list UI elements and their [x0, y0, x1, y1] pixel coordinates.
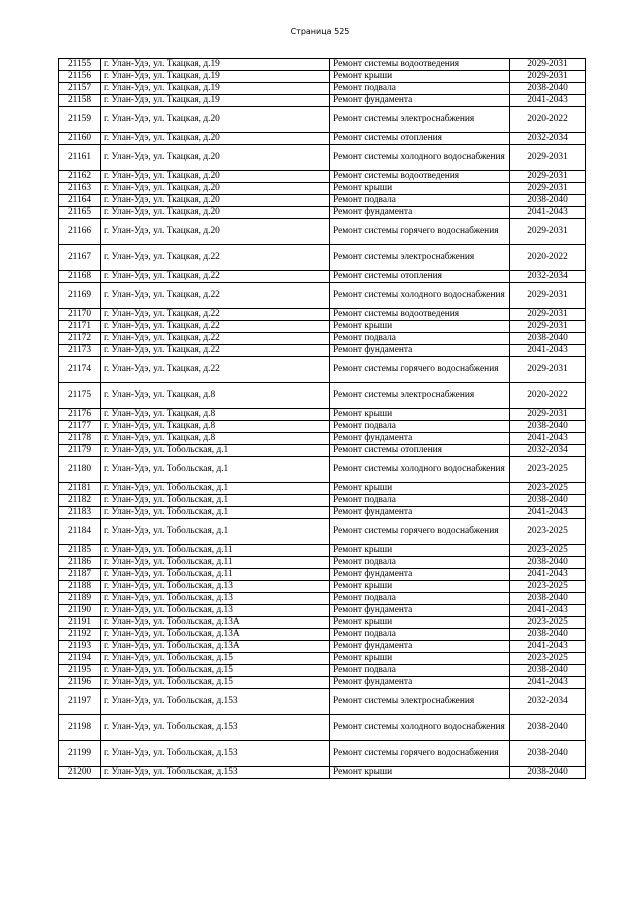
row-address-cell: г. Улан-Удэ, ул. Ткацкая, д.22 — [101, 245, 330, 271]
row-work-cell: Ремонт крыши — [330, 545, 510, 557]
row-id-cell: 21162 — [59, 171, 101, 183]
table-row — [59, 271, 586, 283]
row-work-cell: Ремонт крыши — [330, 581, 510, 593]
row-address-cell: г. Улан-Удэ, ул. Ткацкая, д.20 — [101, 183, 330, 195]
row-work-cell: Ремонт системы горячего водоснабжения — [330, 357, 510, 383]
row-work-cell: Ремонт подвала — [330, 557, 510, 569]
row-period-cell: 2041-2043 — [510, 569, 586, 581]
row-period-cell: 2029-2031 — [510, 59, 586, 71]
row-work-cell: Ремонт системы водоотведения — [330, 309, 510, 321]
row-work-cell: Ремонт системы холодного водоснабжения — [330, 145, 510, 171]
row-id-cell: 21165 — [59, 207, 101, 219]
row-address-cell: г. Улан-Удэ, ул. Тобольская, д.153 — [101, 715, 330, 741]
row-address-cell: г. Улан-Удэ, ул. Ткацкая, д.20 — [101, 219, 330, 245]
row-period-cell: 2041-2043 — [510, 207, 586, 219]
table-row — [59, 383, 586, 409]
row-work-cell: Ремонт крыши — [330, 321, 510, 333]
table-row — [59, 767, 586, 779]
row-period-cell: 2023-2025 — [510, 653, 586, 665]
row-period-cell: 2038-2040 — [510, 629, 586, 641]
row-address-cell: г. Улан-Удэ, ул. Тобольская, д.13А — [101, 617, 330, 629]
row-work-cell: Ремонт подвала — [330, 665, 510, 677]
row-work-cell: Ремонт системы электроснабжения — [330, 383, 510, 409]
table-row — [59, 59, 586, 71]
row-id-cell: 21175 — [59, 383, 101, 409]
row-address-cell: г. Улан-Удэ, ул. Ткацкая, д.22 — [101, 321, 330, 333]
row-id-cell: 21200 — [59, 767, 101, 779]
row-period-cell: 2032-2034 — [510, 445, 586, 457]
page-number: Страница 525 — [290, 27, 350, 36]
row-period-cell: 2038-2040 — [510, 195, 586, 207]
row-period-cell: 2038-2040 — [510, 495, 586, 507]
row-address-cell: г. Улан-Удэ, ул. Тобольская, д.15 — [101, 665, 330, 677]
row-address-cell: г. Улан-Удэ, ул. Ткацкая, д.22 — [101, 357, 330, 383]
row-id-cell: 21194 — [59, 653, 101, 665]
row-id-cell: 21193 — [59, 641, 101, 653]
row-address-cell: г. Улан-Удэ, ул. Ткацкая, д.19 — [101, 71, 330, 83]
table-row — [59, 409, 586, 421]
row-work-cell: Ремонт системы электроснабжения — [330, 689, 510, 715]
row-id-cell: 21171 — [59, 321, 101, 333]
row-work-cell: Ремонт фундамента — [330, 605, 510, 617]
row-id-cell: 21189 — [59, 593, 101, 605]
row-period-cell: 2020-2022 — [510, 383, 586, 409]
row-address-cell: г. Улан-Удэ, ул. Тобольская, д.153 — [101, 767, 330, 779]
row-address-cell: г. Улан-Удэ, ул. Ткацкая, д.8 — [101, 433, 330, 445]
row-period-cell: 2029-2031 — [510, 145, 586, 171]
row-id-cell: 21183 — [59, 507, 101, 519]
row-address-cell: г. Улан-Удэ, ул. Ткацкая, д.19 — [101, 95, 330, 107]
table-row — [59, 581, 586, 593]
row-period-cell: 2041-2043 — [510, 95, 586, 107]
row-period-cell: 2032-2034 — [510, 271, 586, 283]
row-period-cell: 2023-2025 — [510, 519, 586, 545]
table-row — [59, 519, 586, 545]
row-id-cell: 21196 — [59, 677, 101, 689]
table-row — [59, 171, 586, 183]
row-period-cell: 2038-2040 — [510, 557, 586, 569]
row-id-cell: 21197 — [59, 689, 101, 715]
row-id-cell: 21156 — [59, 71, 101, 83]
row-work-cell: Ремонт фундамента — [330, 507, 510, 519]
table-row — [59, 309, 586, 321]
table-row — [59, 245, 586, 271]
row-address-cell: г. Улан-Удэ, ул. Ткацкая, д.20 — [101, 171, 330, 183]
table-row — [59, 689, 586, 715]
table-row — [59, 195, 586, 207]
row-id-cell: 21161 — [59, 145, 101, 171]
row-work-cell: Ремонт системы отопления — [330, 133, 510, 145]
row-work-cell: Ремонт подвала — [330, 195, 510, 207]
row-address-cell: г. Улан-Удэ, ул. Тобольская, д.1 — [101, 519, 330, 545]
row-period-cell: 2029-2031 — [510, 309, 586, 321]
row-period-cell: 2029-2031 — [510, 409, 586, 421]
row-period-cell: 2029-2031 — [510, 321, 586, 333]
row-id-cell: 21182 — [59, 495, 101, 507]
table-row — [59, 545, 586, 557]
row-id-cell: 21181 — [59, 483, 101, 495]
table-row — [59, 483, 586, 495]
row-period-cell: 2041-2043 — [510, 507, 586, 519]
table-row — [59, 457, 586, 483]
table-row — [59, 145, 586, 171]
table-row — [59, 665, 586, 677]
repair-schedule-table — [58, 58, 586, 779]
row-work-cell: Ремонт системы водоотведения — [330, 171, 510, 183]
row-id-cell: 21174 — [59, 357, 101, 383]
row-id-cell: 21168 — [59, 271, 101, 283]
row-period-cell: 2038-2040 — [510, 767, 586, 779]
row-period-cell: 2038-2040 — [510, 665, 586, 677]
row-work-cell: Ремонт системы горячего водоснабжения — [330, 219, 510, 245]
table-row — [59, 183, 586, 195]
row-address-cell: г. Улан-Удэ, ул. Тобольская, д.1 — [101, 457, 330, 483]
row-work-cell: Ремонт подвала — [330, 593, 510, 605]
row-address-cell: г. Улан-Удэ, ул. Тобольская, д.13А — [101, 629, 330, 641]
row-address-cell: г. Улан-Удэ, ул. Тобольская, д.153 — [101, 741, 330, 767]
row-id-cell: 21177 — [59, 421, 101, 433]
row-work-cell: Ремонт фундамента — [330, 677, 510, 689]
row-period-cell: 2023-2025 — [510, 483, 586, 495]
row-address-cell: г. Улан-Удэ, ул. Ткацкая, д.20 — [101, 133, 330, 145]
row-address-cell: г. Улан-Удэ, ул. Ткацкая, д.22 — [101, 283, 330, 309]
table-row — [59, 569, 586, 581]
table-row — [59, 495, 586, 507]
row-address-cell: г. Улан-Удэ, ул. Тобольская, д.13 — [101, 593, 330, 605]
row-address-cell: г. Улан-Удэ, ул. Ткацкая, д.20 — [101, 195, 330, 207]
row-work-cell: Ремонт крыши — [330, 483, 510, 495]
row-address-cell: г. Улан-Удэ, ул. Тобольская, д.1 — [101, 483, 330, 495]
table-row — [59, 617, 586, 629]
row-period-cell: 2038-2040 — [510, 83, 586, 95]
row-work-cell: Ремонт крыши — [330, 767, 510, 779]
row-period-cell: 2038-2040 — [510, 741, 586, 767]
row-period-cell: 2023-2025 — [510, 581, 586, 593]
row-period-cell: 2029-2031 — [510, 171, 586, 183]
row-period-cell: 2029-2031 — [510, 71, 586, 83]
table-row — [59, 357, 586, 383]
row-address-cell: г. Улан-Удэ, ул. Тобольская, д.13 — [101, 581, 330, 593]
row-work-cell: Ремонт системы горячего водоснабжения — [330, 519, 510, 545]
row-work-cell: Ремонт фундамента — [330, 641, 510, 653]
table-row — [59, 629, 586, 641]
row-work-cell: Ремонт крыши — [330, 653, 510, 665]
row-address-cell: г. Улан-Удэ, ул. Ткацкая, д.20 — [101, 207, 330, 219]
row-id-cell: 21172 — [59, 333, 101, 345]
row-work-cell: Ремонт фундамента — [330, 433, 510, 445]
table-row — [59, 557, 586, 569]
row-address-cell: г. Улан-Удэ, ул. Ткацкая, д.19 — [101, 59, 330, 71]
row-work-cell: Ремонт крыши — [330, 183, 510, 195]
row-work-cell: Ремонт подвала — [330, 83, 510, 95]
row-address-cell: г. Улан-Удэ, ул. Ткацкая, д.22 — [101, 345, 330, 357]
row-address-cell: г. Улан-Удэ, ул. Тобольская, д.15 — [101, 677, 330, 689]
row-address-cell: г. Улан-Удэ, ул. Тобольская, д.13А — [101, 641, 330, 653]
table-row — [59, 641, 586, 653]
row-address-cell: г. Улан-Удэ, ул. Ткацкая, д.22 — [101, 333, 330, 345]
row-work-cell: Ремонт подвала — [330, 421, 510, 433]
row-address-cell: г. Улан-Удэ, ул. Ткацкая, д.22 — [101, 309, 330, 321]
row-id-cell: 21169 — [59, 283, 101, 309]
row-work-cell: Ремонт системы отопления — [330, 445, 510, 457]
row-period-cell: 2023-2025 — [510, 457, 586, 483]
table-row — [59, 507, 586, 519]
row-work-cell: Ремонт системы холодного водоснабжения — [330, 457, 510, 483]
table-row — [59, 433, 586, 445]
row-id-cell: 21163 — [59, 183, 101, 195]
row-id-cell: 21185 — [59, 545, 101, 557]
row-period-cell: 2023-2025 — [510, 617, 586, 629]
row-address-cell: г. Улан-Удэ, ул. Ткацкая, д.8 — [101, 421, 330, 433]
table-row — [59, 333, 586, 345]
row-period-cell: 2029-2031 — [510, 219, 586, 245]
row-id-cell: 21198 — [59, 715, 101, 741]
row-id-cell: 21166 — [59, 219, 101, 245]
table-row — [59, 133, 586, 145]
row-id-cell: 21190 — [59, 605, 101, 617]
row-id-cell: 21170 — [59, 309, 101, 321]
table-row — [59, 445, 586, 457]
table-row — [59, 71, 586, 83]
row-address-cell: г. Улан-Удэ, ул. Ткацкая, д.19 — [101, 83, 330, 95]
row-period-cell: 2041-2043 — [510, 677, 586, 689]
row-work-cell: Ремонт системы горячего водоснабжения — [330, 741, 510, 767]
row-id-cell: 21186 — [59, 557, 101, 569]
table-row — [59, 321, 586, 333]
row-period-cell: 2038-2040 — [510, 715, 586, 741]
row-period-cell: 2029-2031 — [510, 183, 586, 195]
row-period-cell: 2038-2040 — [510, 333, 586, 345]
row-id-cell: 21160 — [59, 133, 101, 145]
row-work-cell: Ремонт системы отопления — [330, 271, 510, 283]
row-address-cell: г. Улан-Удэ, ул. Ткацкая, д.8 — [101, 409, 330, 421]
row-address-cell: г. Улан-Удэ, ул. Ткацкая, д.20 — [101, 145, 330, 171]
table-row — [59, 207, 586, 219]
table-row — [59, 605, 586, 617]
table-row — [59, 593, 586, 605]
row-work-cell: Ремонт подвала — [330, 495, 510, 507]
row-period-cell: 2041-2043 — [510, 345, 586, 357]
row-address-cell: г. Улан-Удэ, ул. Ткацкая, д.22 — [101, 271, 330, 283]
row-period-cell: 2038-2040 — [510, 593, 586, 605]
row-id-cell: 21159 — [59, 107, 101, 133]
table-row — [59, 421, 586, 433]
row-work-cell: Ремонт крыши — [330, 617, 510, 629]
row-period-cell: 2029-2031 — [510, 283, 586, 309]
table-row — [59, 677, 586, 689]
row-work-cell: Ремонт крыши — [330, 71, 510, 83]
table-row — [59, 283, 586, 309]
row-address-cell: г. Улан-Удэ, ул. Тобольская, д.11 — [101, 569, 330, 581]
row-id-cell: 21180 — [59, 457, 101, 483]
row-work-cell: Ремонт крыши — [330, 409, 510, 421]
row-address-cell: г. Улан-Удэ, ул. Ткацкая, д.8 — [101, 383, 330, 409]
row-work-cell: Ремонт системы электроснабжения — [330, 245, 510, 271]
row-address-cell: г. Улан-Удэ, ул. Тобольская, д.1 — [101, 495, 330, 507]
row-address-cell: г. Улан-Удэ, ул. Тобольская, д.1 — [101, 507, 330, 519]
row-id-cell: 21167 — [59, 245, 101, 271]
row-id-cell: 21164 — [59, 195, 101, 207]
row-work-cell: Ремонт фундамента — [330, 207, 510, 219]
row-address-cell: г. Улан-Удэ, ул. Тобольская, д.15 — [101, 653, 330, 665]
row-id-cell: 21192 — [59, 629, 101, 641]
row-id-cell: 21195 — [59, 665, 101, 677]
table-row — [59, 741, 586, 767]
row-id-cell: 21158 — [59, 95, 101, 107]
row-address-cell: г. Улан-Удэ, ул. Тобольская, д.13 — [101, 605, 330, 617]
row-period-cell: 2020-2022 — [510, 245, 586, 271]
table-row — [59, 83, 586, 95]
table-row — [59, 219, 586, 245]
row-id-cell: 21191 — [59, 617, 101, 629]
row-period-cell: 2029-2031 — [510, 357, 586, 383]
row-address-cell: г. Улан-Удэ, ул. Тобольская, д.153 — [101, 689, 330, 715]
row-work-cell: Ремонт системы холодного водоснабжения — [330, 283, 510, 309]
row-period-cell: 2041-2043 — [510, 433, 586, 445]
row-address-cell: г. Улан-Удэ, ул. Тобольская, д.11 — [101, 545, 330, 557]
row-period-cell: 2041-2043 — [510, 641, 586, 653]
row-period-cell: 2038-2040 — [510, 421, 586, 433]
row-work-cell: Ремонт системы холодного водоснабжения — [330, 715, 510, 741]
row-period-cell: 2032-2034 — [510, 689, 586, 715]
row-work-cell: Ремонт подвала — [330, 333, 510, 345]
row-id-cell: 21184 — [59, 519, 101, 545]
row-address-cell: г. Улан-Удэ, ул. Тобольская, д.1 — [101, 445, 330, 457]
table-row — [59, 715, 586, 741]
row-work-cell: Ремонт фундамента — [330, 345, 510, 357]
row-address-cell: г. Улан-Удэ, ул. Ткацкая, д.20 — [101, 107, 330, 133]
row-period-cell: 2023-2025 — [510, 545, 586, 557]
row-work-cell: Ремонт подвала — [330, 629, 510, 641]
row-work-cell: Ремонт фундамента — [330, 95, 510, 107]
row-id-cell: 21188 — [59, 581, 101, 593]
row-work-cell: Ремонт системы электроснабжения — [330, 107, 510, 133]
table-row — [59, 653, 586, 665]
table-row — [59, 107, 586, 133]
row-id-cell: 21173 — [59, 345, 101, 357]
row-period-cell: 2041-2043 — [510, 605, 586, 617]
row-address-cell: г. Улан-Удэ, ул. Тобольская, д.11 — [101, 557, 330, 569]
row-work-cell: Ремонт фундамента — [330, 569, 510, 581]
row-id-cell: 21155 — [59, 59, 101, 71]
table-body — [59, 59, 586, 779]
row-period-cell: 2020-2022 — [510, 107, 586, 133]
row-work-cell: Ремонт системы водоотведения — [330, 59, 510, 71]
row-id-cell: 21179 — [59, 445, 101, 457]
row-id-cell: 21157 — [59, 83, 101, 95]
table-row — [59, 345, 586, 357]
table-row — [59, 95, 586, 107]
row-id-cell: 21176 — [59, 409, 101, 421]
row-id-cell: 21187 — [59, 569, 101, 581]
row-id-cell: 21199 — [59, 741, 101, 767]
row-id-cell: 21178 — [59, 433, 101, 445]
row-period-cell: 2032-2034 — [510, 133, 586, 145]
